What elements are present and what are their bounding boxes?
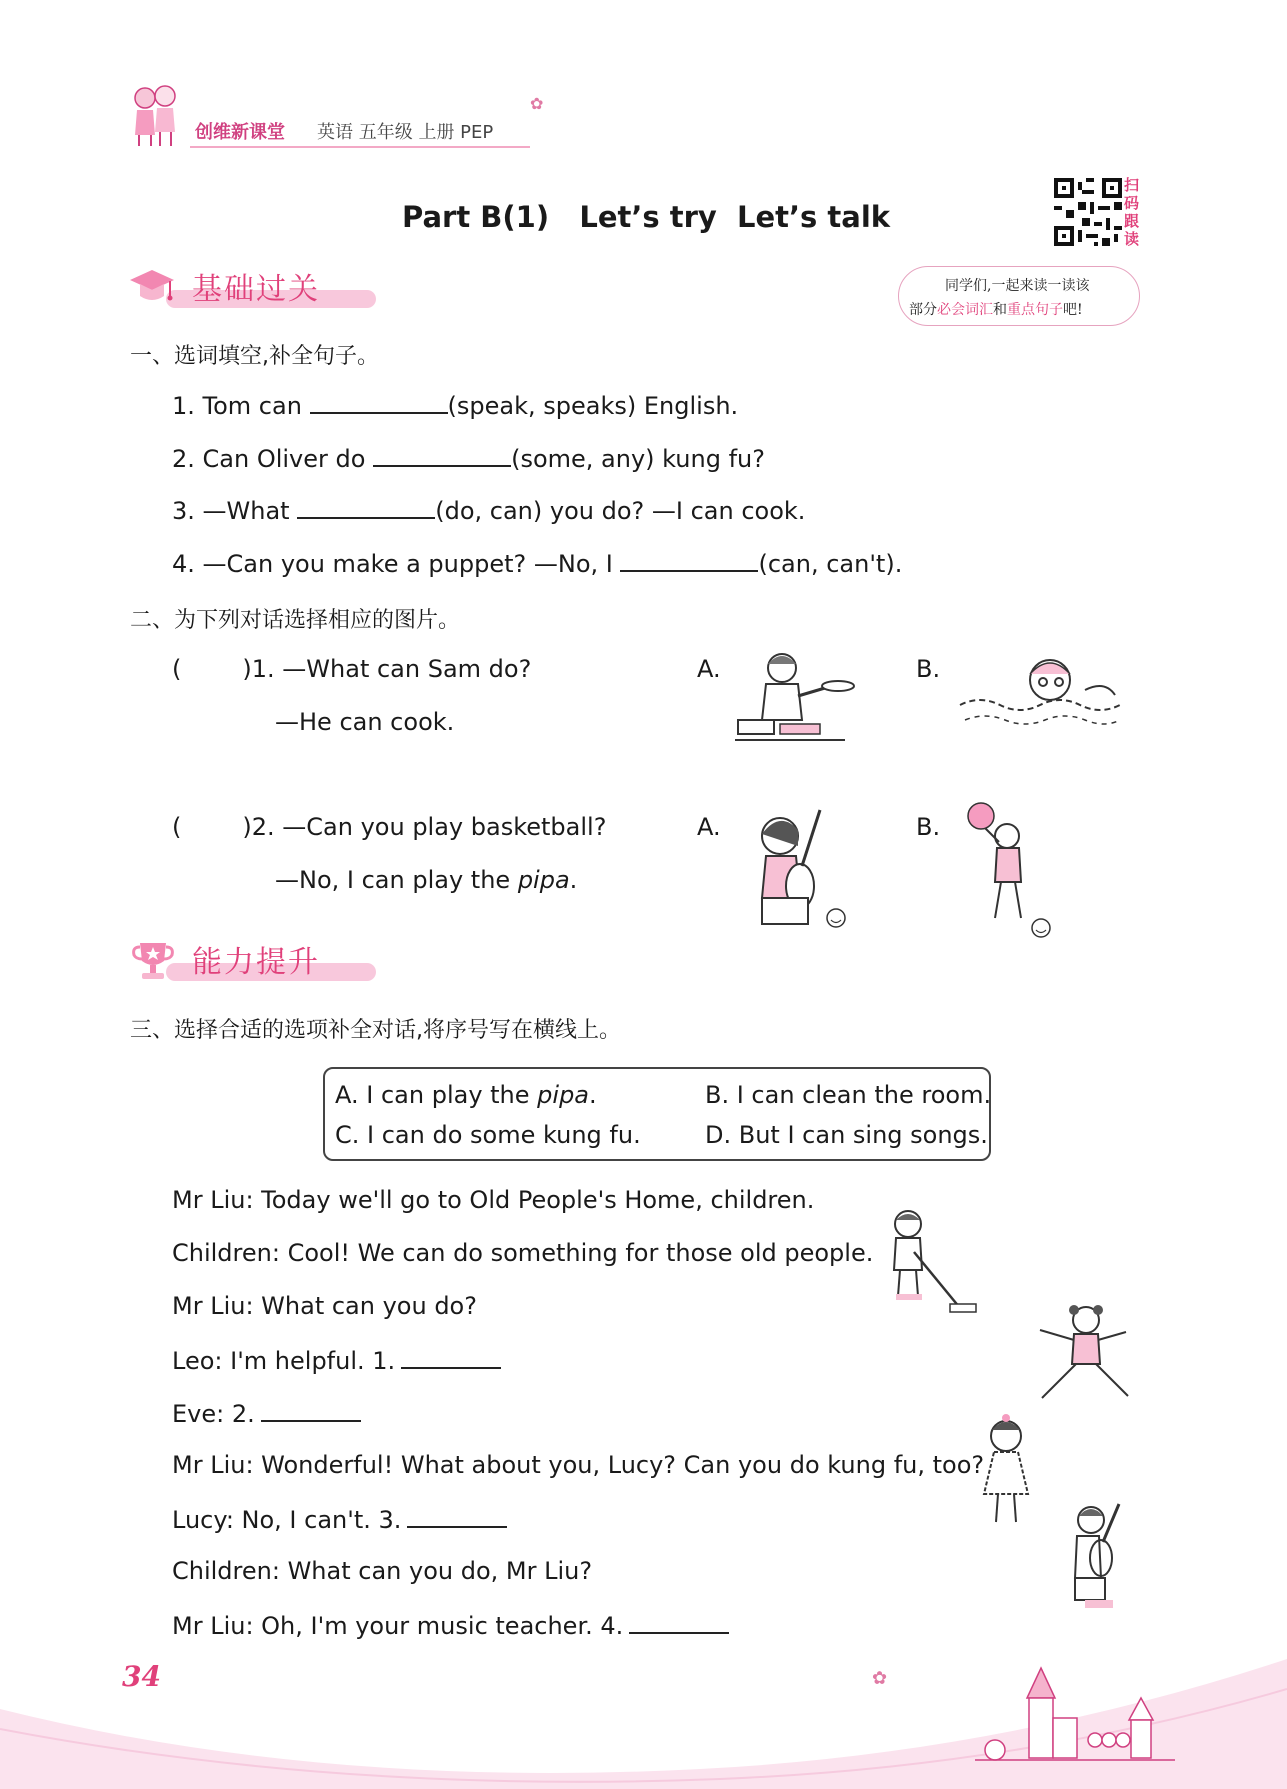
- match-item-1-question: 1. —What can Sam do?: [251, 655, 532, 683]
- pipa-girl-illustration[interactable]: [750, 806, 860, 936]
- option-a: [335, 1081, 597, 1109]
- match-item-2-option-a-label: A.: [697, 813, 721, 841]
- option-c: C. I can do some kung fu.: [335, 1121, 641, 1149]
- dialogue-line-8: Children: What can you do, Mr Liu?: [172, 1557, 593, 1585]
- header-girls-icon: [125, 80, 185, 150]
- dialogue-blank-1[interactable]: [401, 1345, 501, 1369]
- qr-code-icon: [1054, 178, 1122, 246]
- section-badge-title: 能力提升: [192, 945, 320, 980]
- bubble-line-1: 同学们,一起来读一读该: [945, 278, 1090, 294]
- dialogue-line-4-text: Leo: I'm helpful. 1.: [172, 1347, 396, 1375]
- header-brand: 创维新课堂: [195, 122, 285, 143]
- graduation-cap-icon: [128, 266, 176, 310]
- castle-icon: [975, 1658, 1175, 1778]
- mopping-boy-illustration: [880, 1208, 980, 1318]
- header-underline: [190, 146, 530, 148]
- option-d: D. But I can sing songs.: [705, 1121, 988, 1149]
- dialogue-line-4: [172, 1345, 501, 1375]
- part3-title: 三、选择合适的选项补全对话,将序号写在横线上。: [130, 1018, 621, 1043]
- dialogue-line-2: Children: Cool! We can do something for those old people.: [172, 1239, 874, 1267]
- bubble-line-2: [909, 299, 1083, 319]
- kungfu-girl-illustration: [1028, 1302, 1148, 1412]
- dialogue-line-1: Mr Liu: Today we'll go to Old People's Home, children.: [172, 1186, 815, 1214]
- footer-flower-icon: ✿: [872, 1668, 888, 1689]
- header-flower-icon: ✿: [530, 94, 544, 113]
- match-item-2-answer-pipa: pipa: [517, 866, 570, 894]
- dialogue-line-9-text: Mr Liu: Oh, I'm your music teacher. 4.: [172, 1612, 624, 1640]
- bubble-line-2-mid: 和: [993, 302, 1007, 318]
- option-a-pipa: pipa: [537, 1081, 590, 1109]
- match-item-2-paren[interactable]: ( ): [172, 813, 252, 841]
- section-badge-basic: [128, 262, 368, 312]
- basketball-girl-illustration[interactable]: [965, 800, 1065, 940]
- dialogue-line-6: Mr Liu: Wonderful! What about you, Lucy? Can you do kung fu, too?: [172, 1451, 985, 1479]
- cooking-boy-illustration[interactable]: [730, 648, 860, 748]
- fill-item-1-blank[interactable]: [310, 390, 448, 414]
- dialogue-line-3: Mr Liu: What can you do?: [172, 1292, 477, 1320]
- fill-item-4-text: 4. —Can you make a puppet? —No, I: [172, 550, 621, 578]
- fill-item-3: [172, 495, 805, 525]
- page-number: 34: [122, 1660, 161, 1693]
- fill-item-1: [172, 390, 738, 420]
- option-a-text: A. I can play the: [335, 1081, 538, 1109]
- match-item-1: [172, 655, 531, 683]
- fill-item-2-blank[interactable]: [373, 443, 511, 467]
- match-item-1-option-a-label: A.: [697, 655, 721, 683]
- bubble-highlight-sentences: 重点句子: [1007, 302, 1063, 318]
- match-item-1-answer: —He can cook.: [275, 708, 455, 736]
- bubble-highlight-vocab: 必会词汇: [937, 302, 993, 318]
- fill-item-2: [172, 443, 765, 473]
- fill-item-4-choices: (can, can't).: [758, 550, 903, 578]
- fill-item-4: [172, 548, 902, 578]
- fill-item-3-choices: (do, can) you do? —I can cook.: [435, 497, 806, 525]
- match-item-2-answer-end: .: [569, 866, 578, 894]
- option-b: B. I can clean the room.: [705, 1081, 992, 1109]
- singing-girl-illustration: [972, 1410, 1042, 1530]
- part2-title: 二、为下列对话选择相应的图片。: [130, 608, 461, 633]
- qr-code[interactable]: [1054, 178, 1122, 246]
- bubble-line-2-prefix: 部分: [909, 302, 937, 318]
- trophy-icon: [130, 937, 176, 983]
- match-item-2-option-b-label: B.: [916, 813, 941, 841]
- bubble-line-2-suffix: 吧!: [1063, 302, 1083, 318]
- dialogue-line-5-text: Eve: 2.: [172, 1400, 255, 1428]
- fill-item-2-text: 2. Can Oliver do: [172, 445, 374, 473]
- match-item-2: [172, 813, 606, 841]
- pipa-teacher-illustration: [1065, 1500, 1135, 1620]
- fill-item-4-blank[interactable]: [620, 548, 758, 572]
- swimming-girl-illustration[interactable]: [955, 650, 1125, 740]
- header-subject: 英语 五年级 上册 PEP: [317, 122, 494, 143]
- match-item-2-answer-text: —No, I can play the: [275, 866, 518, 894]
- section-badge-advanced: [128, 935, 368, 985]
- option-a-end: .: [589, 1081, 597, 1109]
- reading-bubble: [898, 266, 1140, 326]
- dialogue-line-5: [172, 1398, 361, 1428]
- match-item-2-answer: [275, 866, 577, 894]
- fill-item-2-choices: (some, any) kung fu?: [511, 445, 765, 473]
- fill-item-3-blank[interactable]: [297, 495, 435, 519]
- qr-label: 扫码跟读: [1124, 176, 1140, 248]
- match-item-1-paren[interactable]: ( ): [172, 655, 252, 683]
- dialogue-line-7-text: Lucy: No, I can't. 3.: [172, 1506, 402, 1534]
- options-box: [323, 1067, 991, 1161]
- match-item-1-option-b-label: B.: [916, 655, 941, 683]
- fill-item-3-text: 3. —What: [172, 497, 298, 525]
- fill-item-1-text: 1. Tom can: [172, 392, 310, 420]
- header: [125, 80, 545, 150]
- fill-item-1-choices: (speak, speaks) English.: [447, 392, 739, 420]
- section-badge-title: 基础过关: [192, 272, 320, 307]
- dialogue-blank-3[interactable]: [407, 1504, 507, 1528]
- dialogue-line-7: [172, 1504, 507, 1534]
- match-item-2-question: 2. —Can you play basketball?: [251, 813, 607, 841]
- dialogue-blank-2[interactable]: [261, 1398, 361, 1422]
- part1-title: 一、选词填空,补全句子。: [130, 344, 379, 369]
- page-title: Part B(1) Let’s try Let’s talk: [402, 200, 891, 234]
